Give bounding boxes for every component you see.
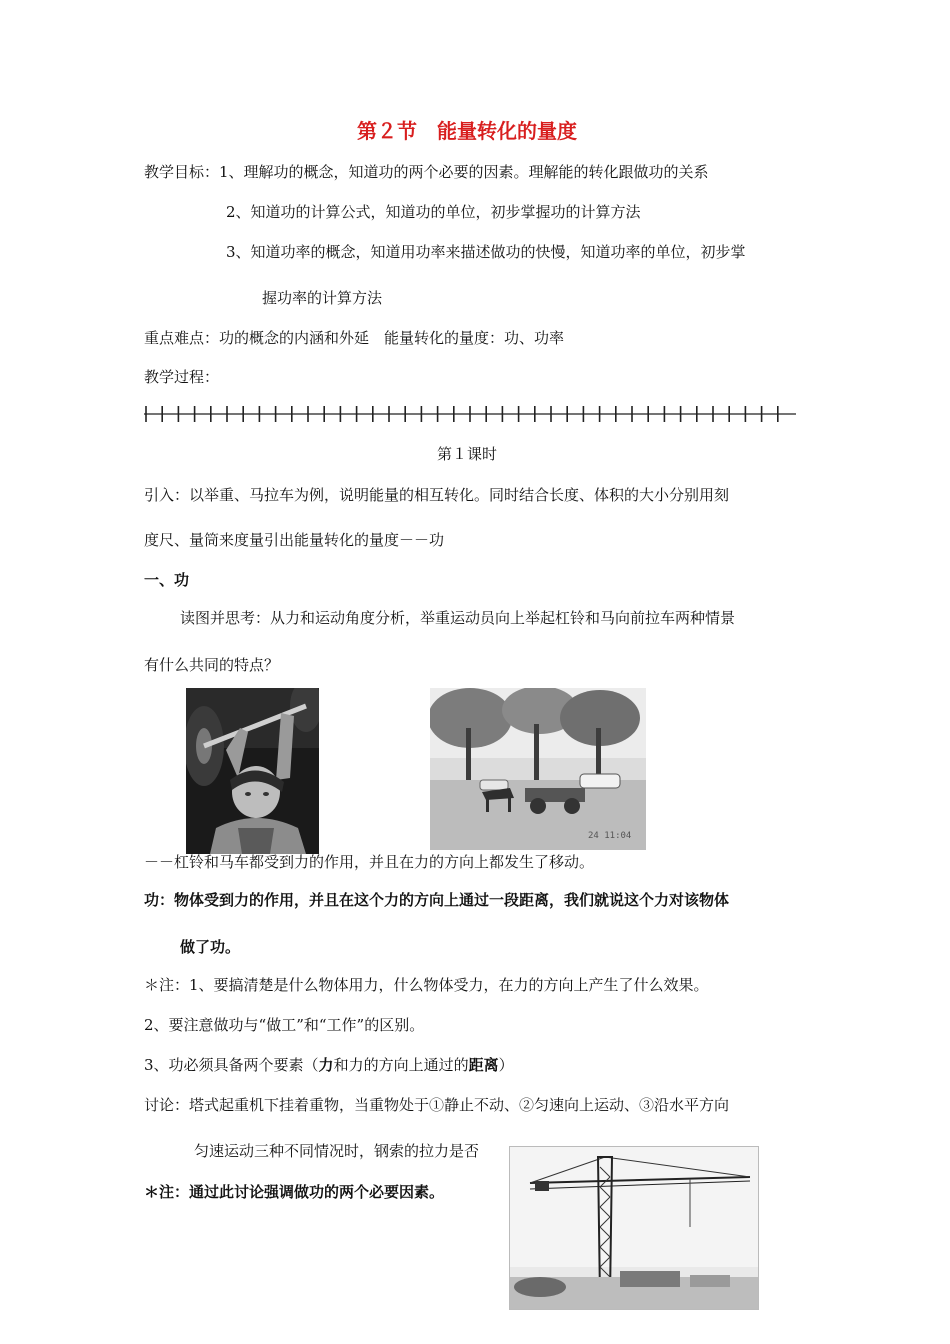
- intro-line2: 度尺、量筒来度量引出能量转化的量度－－功: [144, 531, 445, 549]
- objectives-item3a: 3、知道功率的概念，知道用功率来描述做功的快慢，知道功率的单位，初步掌: [226, 243, 746, 261]
- horse-cart-photo: [430, 688, 646, 850]
- page-title: 第２节 能量转化的量度: [357, 119, 577, 143]
- section-heading-work: 一、功: [144, 571, 190, 589]
- definition-line2: 做了功。: [180, 938, 241, 956]
- note-4: ＊注：通过此讨论强调做功的两个必要因素。: [144, 1183, 445, 1201]
- note-3-pre: 3、功必须具备两个要素（: [144, 1056, 319, 1074]
- intro-line1: 引入：以举重、马拉车为例，说明能量的相互转化。同时结合长度、体积的大小分别用刻: [144, 486, 730, 504]
- think-line1: 读图并思考：从力和运动角度分析，举重运动员向上举起杠铃和马向前拉车两种情景: [180, 609, 736, 627]
- key-points: 重点难点：功的概念的内涵和外延 能量转化的量度：功、功率: [144, 329, 565, 347]
- note-1: ＊注：1、要搞清楚是什么物体用力，什么物体受力，在力的方向上产生了什么效果。: [144, 976, 709, 994]
- note-3-post: ）: [498, 1056, 514, 1074]
- discussion-line2: 匀速运动三种不同情况时，钢索的拉力是否: [194, 1142, 480, 1160]
- lesson-heading: 第１课时: [436, 445, 497, 463]
- photo-timestamp: 24 11:04: [588, 831, 632, 841]
- decorative-divider: [144, 403, 796, 425]
- note-3-mid: 和力的方向上通过的: [333, 1056, 469, 1074]
- tower-crane-photo: [509, 1146, 759, 1310]
- note-3-force: 力: [318, 1056, 334, 1074]
- note-3: [144, 1055, 514, 1075]
- note-3-distance: 距离: [468, 1056, 499, 1074]
- objective-1-text: 1、理解功的概念，知道功的两个必要的因素。理解能的转化跟做功的关系: [219, 163, 709, 181]
- objectives-label: 教学目标：: [144, 163, 220, 181]
- process-label: 教学过程：: [144, 368, 220, 386]
- objectives-item2: 2、知道功的计算公式，知道功的单位，初步掌握功的计算方法: [226, 203, 641, 221]
- think-line2: 有什么共同的特点？: [144, 656, 280, 674]
- answer-line: －－杠铃和马车都受到力的作用，并且在力的方向上都发生了移动。: [144, 853, 595, 871]
- discussion-line1: 讨论：塔式起重机下挂着重物，当重物处于①静止不动、②匀速向上运动、③沿水平方向: [144, 1096, 730, 1114]
- objectives-item3b: 握功率的计算方法: [262, 289, 383, 307]
- objectives-item1: [144, 162, 709, 182]
- note-2: 2、要注意做功与“做工”和“工作”的区别。: [144, 1016, 425, 1034]
- definition-line1: 功：物体受到力的作用，并且在这个力的方向上通过一段距离，我们就说这个力对该物体: [144, 891, 730, 909]
- weightlifter-photo: [186, 688, 319, 854]
